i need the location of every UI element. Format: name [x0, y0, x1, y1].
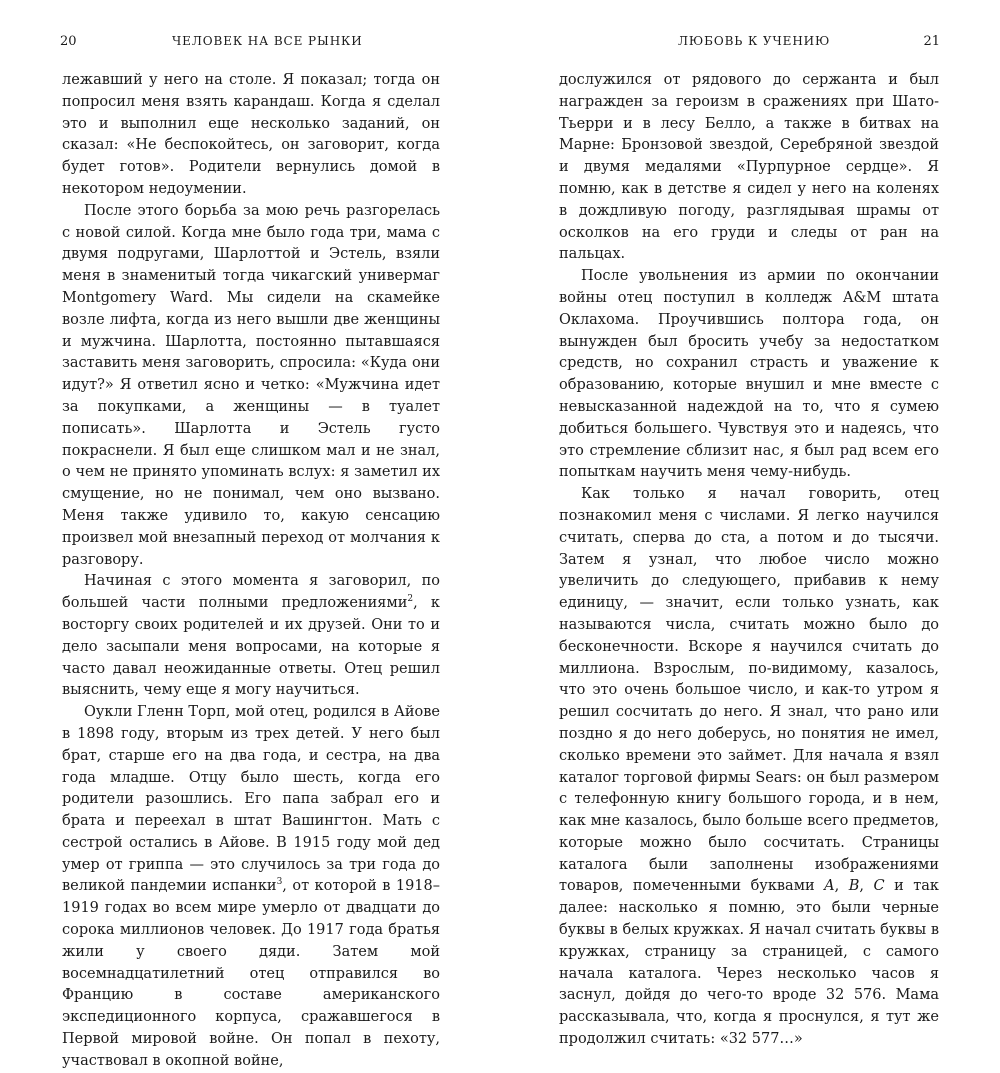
paragraph: дослужился от рядового до сержанта и был награжден за героизм в сражениях при Шато-Тьерри и в лесу Белло, а также в битвах на Марне: Бронзовой звездой, Серебряной звездой и двумя медалями «Пурпурное сердце». Я помню, как в детстве я сидел у него на коленях в дождливую погоду, разглядывая шрамы от осколков на его груди и следы от ран на пальцах. — [559, 72, 939, 263]
right-page-number: 21 — [923, 34, 940, 49]
footnote-marker[interactable]: 2 — [407, 594, 414, 605]
separator: , — [859, 878, 874, 895]
paragraph-text: , к восторгу своих родителей и их друзей. Они то и дело засыпали меня вопросами, на которые я часто давал неожиданные ответы. Отец решил выяснить, чему еще я могу научиться. — [62, 595, 440, 699]
separator: , — [834, 878, 849, 895]
right-page — [500, 0, 960, 1048]
paragraph-text: Начиная с этого момента я заговорил, по большей части полными предложениями — [62, 573, 440, 612]
italic-letter: A — [824, 878, 835, 895]
paragraph — [62, 702, 440, 1073]
footnote-marker[interactable]: 3 — [276, 877, 283, 888]
paragraph: После увольнения из армии по окончании войны отец поступил в колледж A&M штата Оклахома. Проучившись полтора года, он вынужден был бросить учебу за недостатком средств, но сохранил страсть и уважение к образованию, которые внушил и мне вместе с невысказанной надеждой на то, что я сумею добиться большего. Чувствуя это и надеясь, что это стремление сблизит нас, я был рад всем его попыткам научить меня чему-нибудь. — [559, 268, 939, 481]
italic-letter: B — [848, 878, 860, 895]
paragraph: лежавший у него на столе. Я показал; тогда он попросил меня взять карандаш. Когда я сделал это и выполнил еще несколько заданий, он сказал: «Не беспокойтесь, он заговорит, когда будет готов». Родители вернулись домой в некотором недоумении. — [62, 72, 440, 197]
paragraph-text: , от которой в 1918–1919 годах во всем мире умерло от двадцати до сорока миллионов человек. До 1917 года братья жили у своего дяди. Затем мой восемнадцатилетний отец отправился во Францию в составе американского экспедиционного корпуса, сражавшегося в Первой мировой войне. Он попал в пехоту, участвовал в окопной войне, — [62, 878, 440, 1069]
left-running-head — [60, 34, 440, 54]
left-page-number: 20 — [60, 34, 77, 49]
right-running-title: ЛЮБОВЬ К УЧЕНИЮ — [678, 34, 831, 48]
paragraph-text: Оукли Гленн Торп, мой отец, родился в Айове в 1898 году, вторым из трех детей. У него был брат, старше его на два года, и сестра, на два года младше. Отцу было шесть, когда его родители разошлись. Его папа забрал его и брата и переехал в штат Вашингтон. Мать с сестрой остались в Айове. В 1915 году мой дед умер от гриппа — это случилось за три года до великой пандемии испанки — [62, 704, 440, 895]
right-running-head — [500, 34, 940, 54]
paragraph-text: Как только я начал говорить, отец познакомил меня с числами. Я легко научился считать, сперва до ста, а потом и до тысячи. Затем я узнал, что любое число можно увеличить до следующего, прибавив к нему единицу, — значит, если только узнать, как называются числа, считать можно было до бесконечности. Вскоре я научился считать до миллиона. Взрослым, по-видимому, казалось, что это очень большое число, и как-то утром я решил сосчитать до него. Я знал, что рано или поздно я до него доберусь, но понятия не имел, сколько времени это займет. Для начала я взял каталог торговой фирмы Sears: он был размером с телефонную книгу большого города, и в нем, как мне казалось, было больше всего предметов, которые можно было сосчитать. Страницы каталога были заполнены изображениями товаров, помеченными буквами — [559, 486, 939, 895]
left-body-text — [62, 70, 440, 1073]
paragraph — [559, 484, 939, 1051]
left-running-title: ЧЕЛОВЕК НА ВСЕ РЫНКИ — [172, 34, 363, 48]
right-body-text — [559, 70, 939, 1051]
paragraph: После этого борьба за мою речь разгорелась с новой силой. Когда мне было года три, мама с двумя подругами, Шарлоттой и Эстель, взяли меня в знаменитый тогда чикагский универмаг Montgomery Ward. Мы сидели на скамейке возле лифта, когда из него вышли две женщины и мужчина. Шарлотта, постоянно пытавшаяся заставить меня заговорить, спросила: «Куда они идут?» Я ответил ясно и четко: «Мужчина идет за покупками, а женщины — в туалет пописать». Шарлотта и Эстель густо покраснели. Я был еще слишком мал и не знал, о чем не принято упоминать вслух: я заметил их смущение, но не понимал, чем оно вызвано. Меня также удивило то, какую сенсацию произвел мой внезапный переход от молчания к разговору. — [62, 202, 440, 568]
left-page — [0, 0, 460, 1069]
italic-letter: C — [873, 878, 885, 895]
paragraph-text: и так далее: насколько я помню, это были черные буквы в белых кружках. Я начал считать буквы в кружках, страницу за страницей, с самого начала каталога. Через несколько часов я заснул, дойдя до чего-то вроде 32 576. Мама рассказывала, что, когда я проснулся, я тут же продолжил считать: «32 577…» — [559, 878, 939, 1048]
paragraph — [62, 571, 440, 702]
